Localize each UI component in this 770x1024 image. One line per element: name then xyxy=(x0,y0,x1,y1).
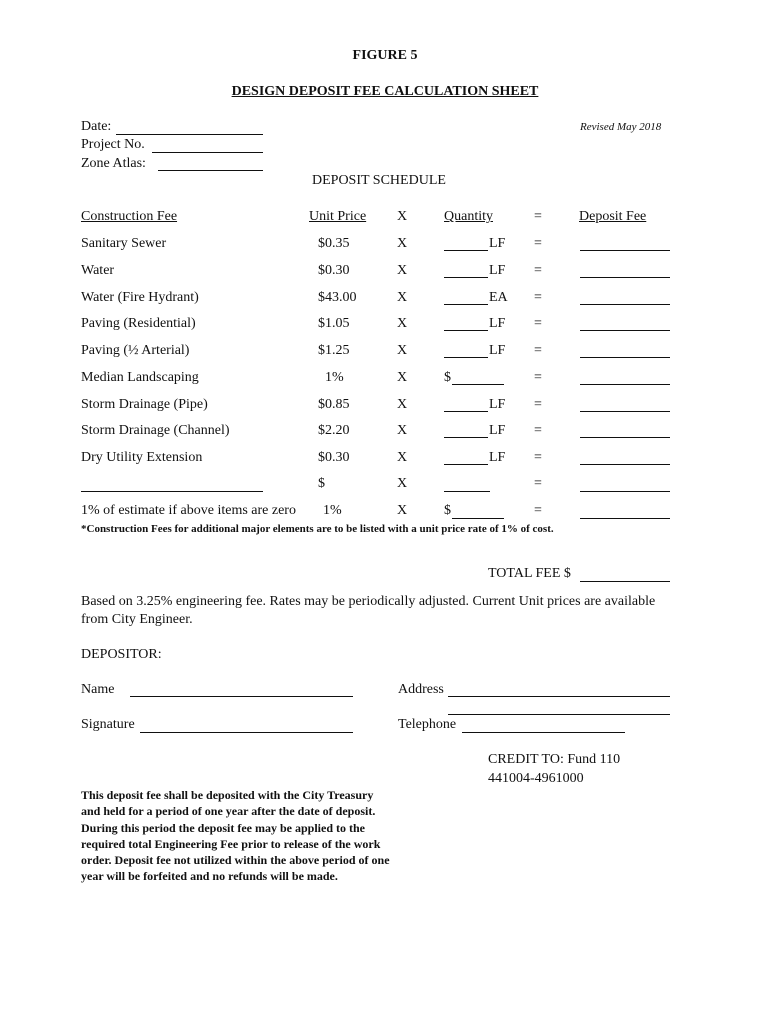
row-eq: = xyxy=(534,236,542,251)
address-field-line2[interactable] xyxy=(448,714,670,715)
row-quantity-field[interactable] xyxy=(444,304,488,305)
row-quantity-field[interactable] xyxy=(444,437,488,438)
estimate-label: 1% of estimate if above items are zero xyxy=(81,503,296,518)
row-x: X xyxy=(397,423,408,439)
row-unit-price: $0.85 xyxy=(318,396,350,412)
row-quantity-field[interactable] xyxy=(444,330,488,331)
header-unit-price: Unit Price xyxy=(309,209,367,224)
row-fee-label: Water (Fire Hydrant) xyxy=(81,289,199,305)
row-quantity-unit: EA xyxy=(489,289,508,305)
row-eq: = xyxy=(534,396,542,412)
credit-fund: CREDIT TO: Fund 110 xyxy=(488,752,621,767)
row-quantity-field[interactable] xyxy=(444,464,488,465)
row-deposit-field[interactable] xyxy=(580,437,670,438)
row-deposit-field[interactable] xyxy=(580,411,670,412)
blank-x: X xyxy=(397,476,408,491)
row-deposit-field[interactable] xyxy=(580,464,670,465)
project-label: Project No. xyxy=(81,137,145,152)
page-title: DESIGN DEPOSIT FEE CALCULATION SHEET xyxy=(231,84,539,99)
header-x: X xyxy=(397,209,408,224)
row-fee-label: Sanitary Sewer xyxy=(81,236,167,251)
row-quantity-field[interactable] xyxy=(444,357,488,358)
row-fee-label: Storm Drainage (Pipe) xyxy=(81,396,208,412)
row-x: X xyxy=(397,316,408,332)
row-quantity-unit: LF xyxy=(489,396,506,412)
row-x: X xyxy=(397,369,408,385)
row-quantity-unit: LF xyxy=(489,343,506,358)
row-unit-price: $0.30 xyxy=(318,262,350,278)
date-field[interactable] xyxy=(116,134,263,135)
blank-price: $ xyxy=(318,476,325,491)
name-label: Name xyxy=(81,682,115,697)
estimate-deposit-field[interactable] xyxy=(580,518,670,519)
telephone-label: Telephone xyxy=(398,717,457,732)
figure-label: FIGURE 5 xyxy=(352,48,418,63)
row-eq: = xyxy=(534,343,542,358)
row-deposit-field[interactable] xyxy=(580,250,670,251)
basis-text: Based on 3.25% engineering fee. Rates may be periodically adjusted. Current Unit prices are available from City Engineer. xyxy=(81,594,656,627)
zone-label: Zone Atlas: xyxy=(81,156,146,171)
row-x: X xyxy=(397,450,408,465)
row-x: X xyxy=(397,396,408,412)
row-deposit-field[interactable] xyxy=(580,330,670,331)
row-fee-label: Water xyxy=(81,262,115,278)
row-eq: = xyxy=(534,289,542,305)
signature-label: Signature xyxy=(81,717,135,732)
row-quantity-unit: LF xyxy=(489,316,506,332)
row-quantity-unit: $ xyxy=(444,369,451,385)
row-x: X xyxy=(397,236,408,251)
estimate-quantity-field[interactable] xyxy=(452,518,504,519)
estimate-x: X xyxy=(397,503,408,518)
row-fee-label: Paving (Residential) xyxy=(81,316,196,332)
row-unit-price: $0.30 xyxy=(318,450,350,465)
row-eq: = xyxy=(534,423,542,439)
address-label: Address xyxy=(398,682,444,697)
header-fee: Construction Fee xyxy=(81,209,178,224)
row-eq: = xyxy=(534,450,542,465)
total-label: TOTAL FEE $ xyxy=(488,566,571,581)
row-deposit-field[interactable] xyxy=(580,304,670,305)
credit-account: 441004-4961000 xyxy=(488,771,584,786)
blank-quantity-field[interactable] xyxy=(444,491,490,492)
row-fee-label: Dry Utility Extension xyxy=(81,450,203,465)
row-unit-price: $43.00 xyxy=(318,289,357,305)
row-unit-price: $1.25 xyxy=(318,343,350,358)
row-quantity-unit: LF xyxy=(489,450,506,465)
revised-date: Revised May 2018 xyxy=(580,121,662,133)
header-deposit: Deposit Fee xyxy=(579,209,647,224)
row-x: X xyxy=(397,262,408,278)
row-quantity-unit: LF xyxy=(489,262,506,278)
telephone-field[interactable] xyxy=(462,732,625,733)
blank-fee-field[interactable] xyxy=(81,491,263,492)
row-x: X xyxy=(397,289,408,305)
header-eq: = xyxy=(534,209,542,224)
schedule-note: *Construction Fees for additional major elements are to be listed with a unit price rate of 1% of cost. xyxy=(81,523,554,535)
row-eq: = xyxy=(534,262,542,278)
row-deposit-field[interactable] xyxy=(580,357,670,358)
project-field[interactable] xyxy=(152,152,263,153)
row-fee-label: Paving (½ Arterial) xyxy=(81,343,190,358)
total-field[interactable] xyxy=(580,581,670,582)
address-field[interactable] xyxy=(448,696,670,697)
row-unit-price: 1% xyxy=(325,369,344,385)
row-unit-price: $2.20 xyxy=(318,423,350,439)
estimate-eq: = xyxy=(534,503,542,518)
signature-field[interactable] xyxy=(140,732,353,733)
row-quantity-field[interactable] xyxy=(444,411,488,412)
date-label: Date: xyxy=(81,119,112,134)
depositor-title: DEPOSITOR: xyxy=(81,647,162,662)
header-quantity: Quantity xyxy=(444,209,493,224)
row-quantity-field[interactable] xyxy=(452,384,504,385)
row-eq: = xyxy=(534,316,542,332)
estimate-dollar: $ xyxy=(444,503,451,518)
row-fee-label: Storm Drainage (Channel) xyxy=(81,423,230,439)
zone-field[interactable] xyxy=(158,170,263,171)
row-quantity-field[interactable] xyxy=(444,277,488,278)
row-quantity-unit: LF xyxy=(489,236,506,251)
row-deposit-field[interactable] xyxy=(580,384,670,385)
row-deposit-field[interactable] xyxy=(580,277,670,278)
row-quantity-field[interactable] xyxy=(444,250,488,251)
row-quantity-unit: LF xyxy=(489,423,506,439)
row-x: X xyxy=(397,343,408,358)
name-field[interactable] xyxy=(130,696,353,697)
row-eq: = xyxy=(534,369,542,385)
row-unit-price: $0.35 xyxy=(318,236,350,251)
blank-deposit-field[interactable] xyxy=(580,491,670,492)
disclaimer-text: This deposit fee shall be deposited with the City Treasury and held for a period of one year after the date of deposit. During this period the deposit fee may be applied to the required total Engineering Fee prior to release of the work order. Deposit fee not utilized within the above period of one year will be forfeited and no refunds will be made. xyxy=(81,788,390,884)
blank-eq: = xyxy=(534,476,542,491)
schedule-title: DEPOSIT SCHEDULE xyxy=(312,173,446,188)
estimate-price: 1% xyxy=(323,503,342,518)
row-fee-label: Median Landscaping xyxy=(81,369,199,385)
row-unit-price: $1.05 xyxy=(318,316,350,332)
